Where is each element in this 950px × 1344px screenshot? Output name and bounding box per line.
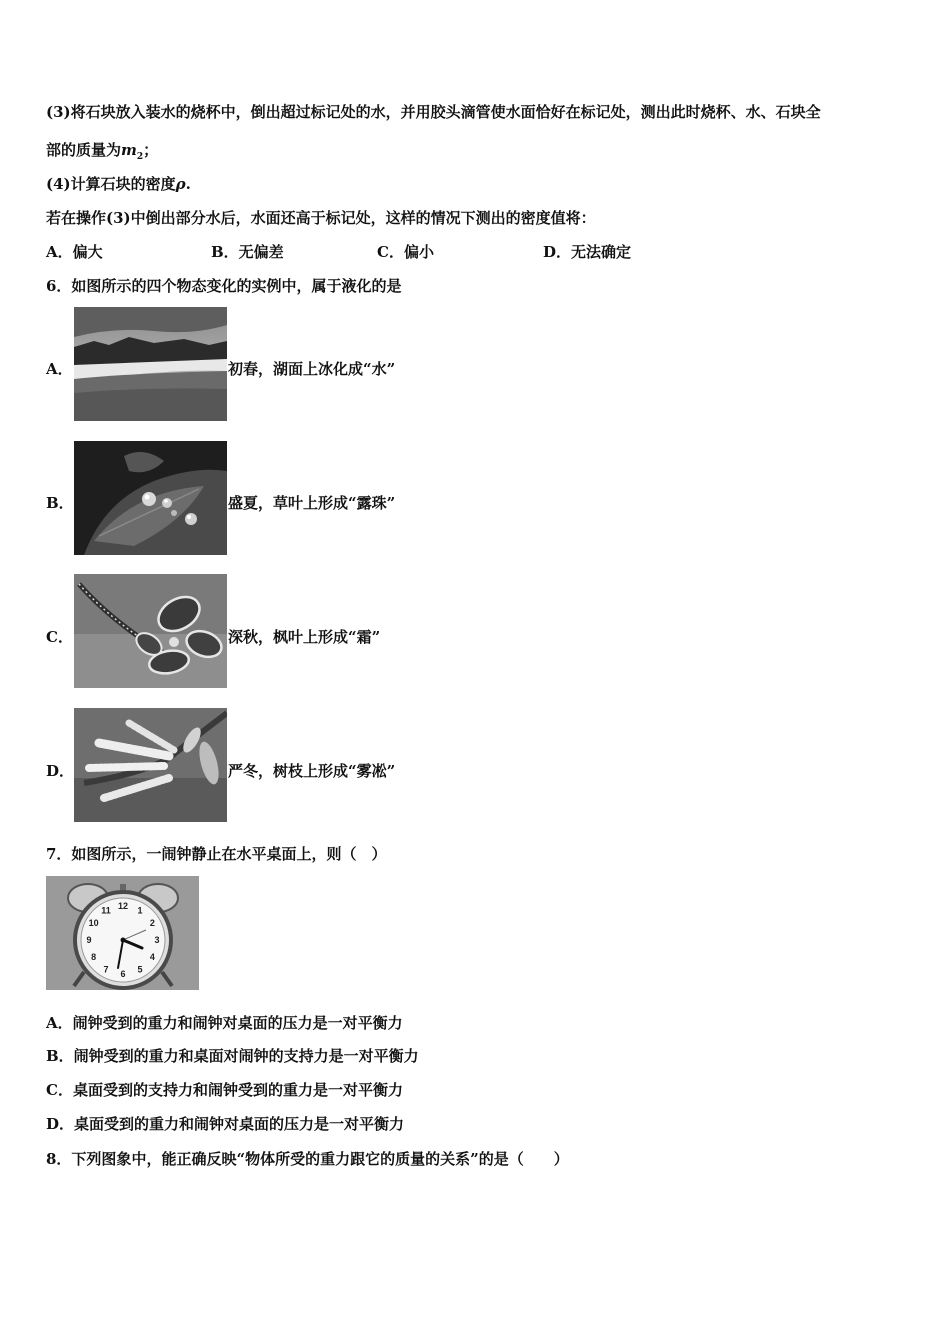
q7-option-c[interactable]: C．桌面受到的支持力和闹钟受到的重力是一对平衡力 — [46, 1081, 403, 1099]
clock-numeral: 5 — [137, 964, 143, 975]
clock-numeral: 12 — [117, 901, 129, 911]
q6-caption-d: 严冬，树枝上形成“雾凇” — [228, 762, 396, 780]
q5-step3-suffix: ； — [143, 141, 159, 159]
rime-branch-photo — [74, 708, 227, 822]
clock-numeral: 10 — [88, 918, 99, 928]
q7-option-b[interactable]: B．闹钟受到的重力和桌面对闹钟的支持力是一对平衡力 — [46, 1047, 419, 1065]
q5-step4-suffix: . — [185, 175, 191, 193]
clock-numeral: 4 — [149, 952, 155, 962]
q5-option-d[interactable]: D．无法确定 — [543, 243, 632, 261]
q5-step3-line2 — [46, 140, 158, 167]
clock-numeral: 6 — [120, 969, 126, 979]
q6-letter-d[interactable]: D． — [46, 762, 75, 780]
mass-variable: m — [121, 141, 137, 159]
q5-option-b[interactable]: B．无偏差 — [211, 243, 284, 261]
q5-step3-prefix: 部的质量为 — [46, 141, 122, 159]
q6-letter-b[interactable]: B． — [46, 494, 74, 512]
q5-option-c[interactable]: C．偏小 — [377, 243, 434, 261]
clock-numeral: 3 — [154, 935, 160, 945]
q6-question: 6．如图所示的四个物态变化的实例中，属于液化的是 — [46, 277, 402, 295]
dew-leaf-photo — [74, 441, 227, 555]
lake-thaw-photo — [74, 307, 227, 421]
clock-numeral: 2 — [149, 918, 155, 928]
q7-question: 7．如图所示，一闹钟静止在水平桌面上，则（ ） — [46, 845, 387, 863]
q6-caption-a: 初春，湖面上冰化成“水” — [228, 360, 396, 378]
clock-numeral: 9 — [86, 935, 92, 945]
clock-numeral: 1 — [137, 905, 143, 916]
clock-numeral: 7 — [103, 964, 109, 975]
density-variable: ρ — [175, 175, 186, 193]
q8-question: 8．下列图象中，能正确反映“物体所受的重力跟它的质量的关系”的是（ ） — [46, 1150, 569, 1168]
q6-letter-c[interactable]: C． — [46, 628, 73, 646]
q6-caption-b: 盛夏，草叶上形成“露珠” — [228, 494, 396, 512]
q5-question: 若在操作(3)中倒出部分水后，水面还高于标记处，这样的情况下测出的密度值将： — [46, 209, 596, 227]
q5-option-a[interactable]: A．偏大 — [46, 243, 103, 261]
q6-caption-c: 深秋，枫叶上形成“霜” — [228, 628, 381, 646]
mass-subscript: 2 — [136, 152, 144, 162]
q5-step3-line1: (3)将石块放入装水的烧杯中，倒出超过标记处的水，并用胶头滴管使水面恰好在标记处，测出此时烧杯、水、石块全 — [46, 103, 821, 121]
q5-step4-prefix: (4)计算石块的密度 — [46, 175, 176, 193]
q6-letter-a[interactable]: A． — [46, 360, 73, 378]
q5-step4 — [46, 174, 191, 194]
q7-option-d[interactable]: D．桌面受到的重力和闹钟对桌面的压力是一对平衡力 — [46, 1115, 405, 1133]
clock-numeral: 11 — [101, 905, 111, 916]
frost-leaf-photo — [74, 574, 227, 688]
clock-numeral: 8 — [91, 952, 97, 962]
alarm-clock-photo — [46, 876, 199, 990]
q7-option-a[interactable]: A．闹钟受到的重力和闹钟对桌面的压力是一对平衡力 — [46, 1014, 403, 1032]
